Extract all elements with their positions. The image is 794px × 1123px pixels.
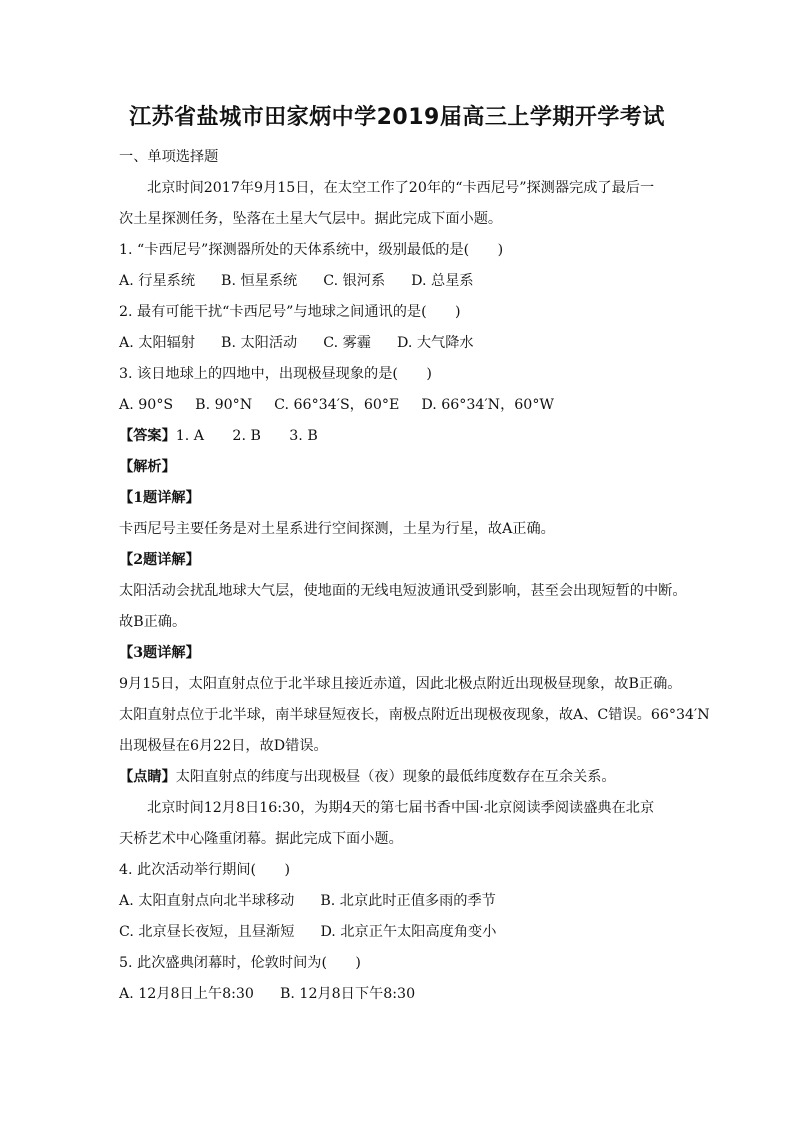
option-a: A. 行星系统	[119, 273, 196, 289]
detail-text: 太阳活动会扰乱地球大气层，使地面的无线电短波通讯受到影响，甚至会出现短暂的中断。	[119, 583, 687, 599]
option-c: C. 银河系	[323, 273, 386, 289]
option-c: C. 北京昼长夜短，且昼渐短	[119, 924, 295, 940]
option-d: D. 66°34′N，60°W	[421, 397, 554, 413]
question-stem: 2. 最有可能干扰“卡西尼号”与地球之间通讯的是( )	[119, 304, 461, 320]
detail-label: 【1题详解】	[119, 490, 200, 506]
detail-text: 故B正确。	[119, 614, 187, 630]
option-d: D. 总星系	[411, 273, 474, 289]
passage-line: 天桥艺术中心隆重闭幕。据此完成下面小题。	[119, 831, 403, 847]
detail-text: 9月15日，太阳直射点位于北半球且接近赤道，因此北极点附近出现极昼现象，故B正确。	[119, 676, 682, 692]
note-text: 太阳直射点的纬度与出现极昼（夜）现象的最低纬度数存在互余关系。	[175, 769, 616, 785]
option-c: C. 66°34′S，60°E	[274, 397, 400, 413]
option-b: B. 恒星系统	[221, 273, 298, 289]
section-heading: 一、单项选择题	[119, 149, 219, 165]
option-c: C. 雾霾	[323, 335, 371, 351]
detail-text: 出现极昼在6月22日，故D错误。	[119, 738, 328, 754]
option-b: B. 90°N	[195, 397, 253, 413]
option-a: A. 太阳直射点向北半球移动	[119, 893, 295, 909]
option-b: B. 12月8日下午8:30	[279, 986, 416, 1002]
document-title: 江苏省盐城市田家炳中学2019届高三上学期开学考试	[129, 105, 665, 130]
detail-text: 卡西尼号主要任务是对土星系进行空间探测，土星为行星，故A正确。	[119, 521, 555, 537]
note-label: 【点睛】	[119, 769, 176, 785]
option-a: A. 12月8日上午8:30	[119, 986, 254, 1002]
option-row	[119, 890, 522, 912]
detail-label: 【3题详解】	[119, 645, 200, 661]
answer-text: 1. A 2. B 3. B	[175, 428, 318, 444]
detail-text: 太阳直射点位于北半球，南半球昼短夜长，南极点附近出现极夜现象，故A、C错误。66°34′N	[119, 707, 710, 723]
option-row	[119, 921, 522, 943]
option-b: B. 太阳活动	[221, 335, 298, 351]
note-line	[119, 766, 616, 788]
passage-line: 北京时间12月8日16:30，为期4天的第七届书香中国·北京阅读季阅读盛典在北京	[147, 800, 655, 816]
passage-line: 次土星探测任务，坠落在土星大气层中。据此完成下面小题。	[119, 211, 503, 227]
option-a: A. 太阳辐射	[119, 335, 196, 351]
answer-label: 【答案】	[119, 428, 176, 444]
question-stem: 4. 此次活动举行期间( )	[119, 862, 290, 878]
option-row	[119, 332, 500, 354]
option-b: B. 北京此时正值多雨的季节	[320, 893, 496, 909]
answer-line	[119, 425, 318, 447]
question-stem: 1. “卡西尼号”探测器所处的天体系统中，级别最低的是( )	[119, 242, 504, 258]
option-row	[119, 983, 441, 1005]
question-stem: 3. 该日地球上的四地中，出现极昼现象的是( )	[119, 366, 432, 382]
question-stem: 5. 此次盛典闭幕时，伦敦时间为( )	[119, 955, 361, 971]
option-d: D. 北京正午太阳高度角变小	[320, 924, 497, 940]
detail-label: 【2题详解】	[119, 552, 200, 568]
passage-line: 北京时间2017年9月15日，在太空工作了20年的“卡西尼号”探测器完成了最后一	[147, 180, 655, 196]
option-row	[119, 394, 580, 416]
option-d: D. 大气降水	[396, 335, 474, 351]
option-a: A. 90°S	[119, 397, 174, 413]
analysis-label: 【解析】	[119, 459, 176, 475]
option-row	[119, 270, 500, 292]
